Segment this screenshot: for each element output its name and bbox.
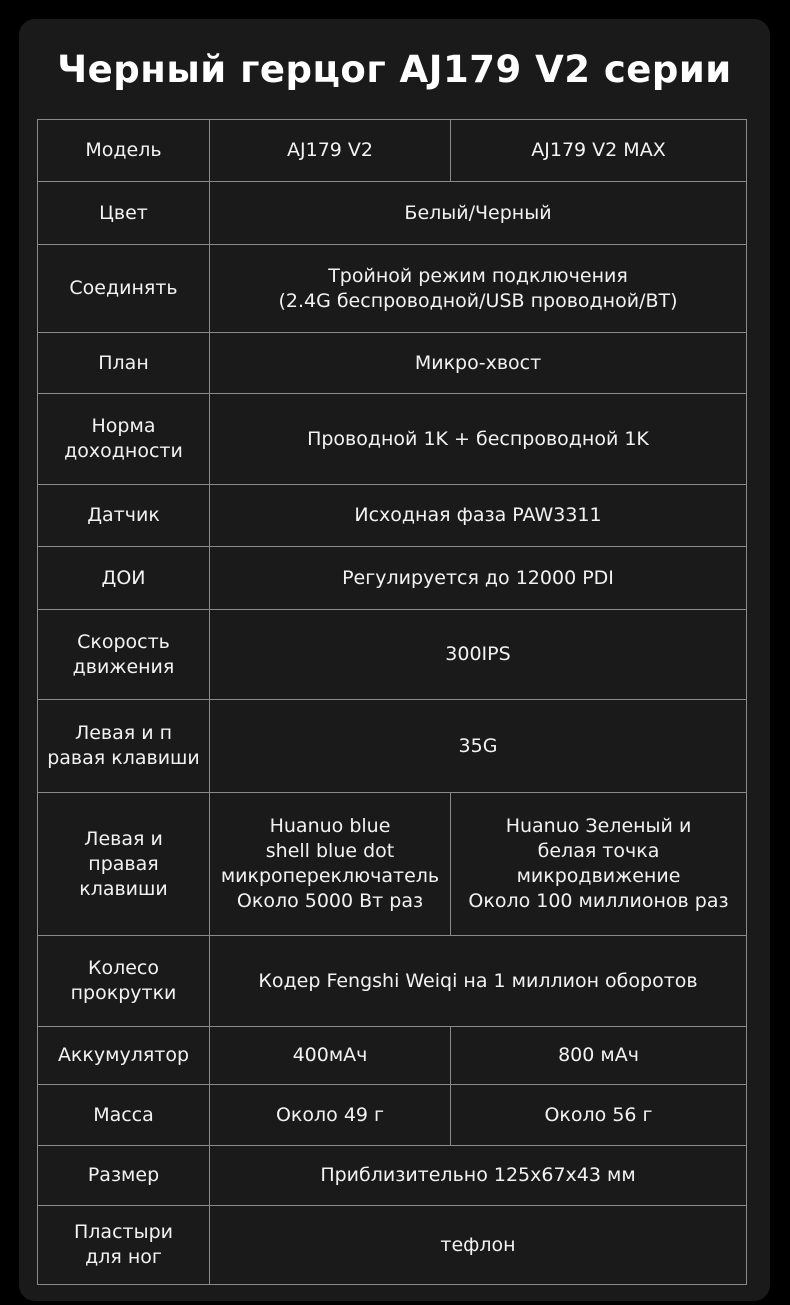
table-row-connection [38,245,747,333]
row-label: Левая и п равая клавиши [38,700,210,793]
row-label: Левая и правая клавиши [38,793,210,936]
cell-v2: Huanuo blue shell blue dot микропереключатель Около 5000 Вт раз [210,793,451,936]
row-label: Цвет [38,182,210,245]
cell-v2: AJ179 V2 [210,120,451,182]
cell-v2-max: Около 56 г [451,1085,747,1146]
spec-table [37,119,747,1285]
row-value: 35G [210,700,747,793]
row-value: Регулируется до 12000 PDI [210,547,747,610]
row-value: Микро-хвост [210,333,747,394]
row-value: 300IPS [210,610,747,700]
cell-v2: Около 49 г [210,1085,451,1146]
row-value: Исходная фаза PAW3311 [210,485,747,547]
row-value: тефлон [210,1206,747,1285]
cell-v2: 400мАч [210,1027,451,1085]
row-value: Тройной режим подключения (2.4G беспроводной/USB проводной/BT) [210,245,747,333]
table-row-weight [38,1085,747,1146]
row-value: Проводной 1K + беспроводной 1K [210,394,747,485]
row-label: Скорость движения [38,610,210,700]
row-label: Норма доходности [38,394,210,485]
cell-v2-max: 800 мАч [451,1027,747,1085]
row-value: Белый/Черный [210,182,747,245]
row-label: Масса [38,1085,210,1146]
row-value: Кодер Fengshi Weiqi на 1 миллион оборотов [210,936,747,1027]
table-row-polling-rate [38,394,747,485]
page-title: Черный герцог AJ179 V2 серии [57,48,732,91]
table-row-color [38,182,747,245]
table-row-scroll-wheel [38,936,747,1027]
row-value: Приблизительно 125x67x43 мм [210,1146,747,1206]
table-row-click-force [38,700,747,793]
table-row-speed [38,610,747,700]
row-label: Колесо прокрутки [38,936,210,1027]
row-label: Соединять [38,245,210,333]
row-label: План [38,333,210,394]
table-row-switches [38,793,747,936]
table-row-model [38,120,747,182]
table-row-sensor [38,485,747,547]
cell-v2-max: Huanuo Зеленый и белая точка микродвижение Около 100 миллионов раз [451,793,747,936]
table-row-battery [38,1027,747,1085]
table-row-design [38,333,747,394]
row-label: Размер [38,1146,210,1206]
table-row-feet [38,1206,747,1285]
row-label: Датчик [38,485,210,547]
table-row-size [38,1146,747,1206]
row-label: Модель [38,120,210,182]
cell-v2-max: AJ179 V2 MAX [451,120,747,182]
row-label: ДОИ [38,547,210,610]
row-label: Пластыри для ног [38,1206,210,1285]
row-label: Аккумулятор [38,1027,210,1085]
table-row-dpi [38,547,747,610]
